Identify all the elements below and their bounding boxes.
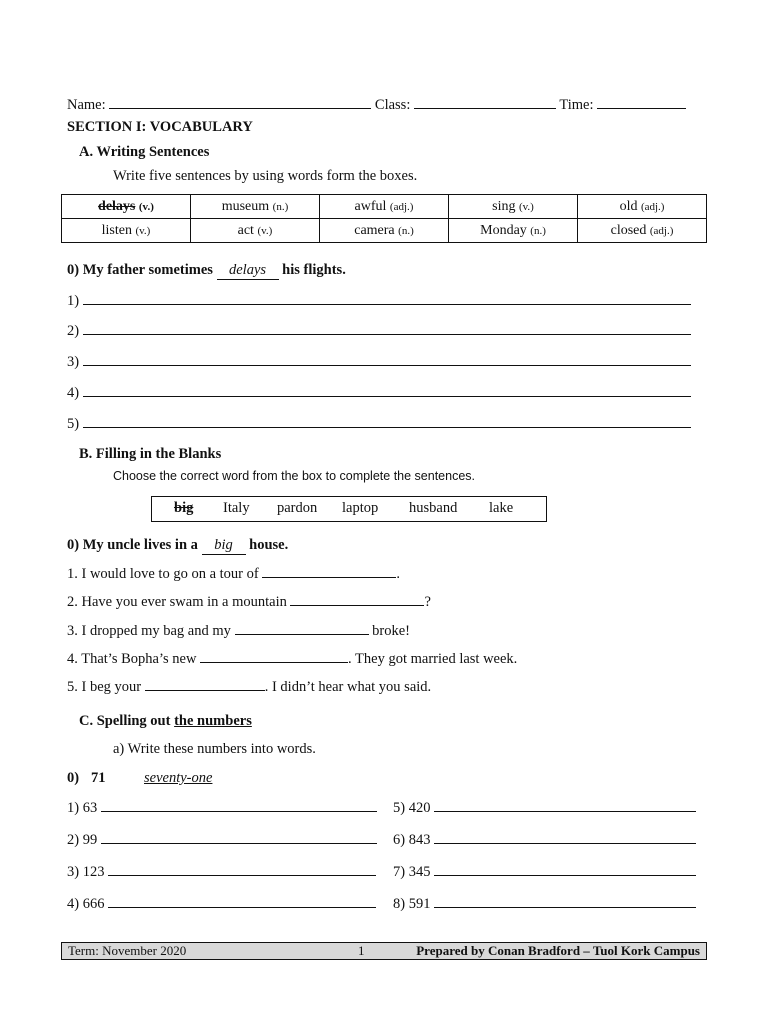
answer-line[interactable] (83, 290, 691, 305)
fill-sentence-5: 5. I beg your . I didn’t hear what you said. (67, 676, 431, 696)
word-cell: museum (n.) (190, 195, 319, 219)
example-answer: delays (217, 261, 279, 280)
blank[interactable] (145, 676, 265, 691)
part-b-instruction: Choose the correct word from the box to complete the sentences. (113, 469, 475, 483)
blank[interactable] (200, 648, 348, 663)
name-label: Name: (67, 97, 106, 113)
sentence-line-4: 4) (67, 382, 691, 402)
answer-line[interactable] (83, 320, 691, 335)
word-cell: act (v.) (190, 219, 319, 243)
header-line (67, 94, 686, 114)
fill-sentence-1: 1. I would love to go on a tour of . (67, 563, 400, 583)
part-a-example: 0) My father sometimes delays his flights. (67, 262, 346, 278)
blank[interactable] (290, 591, 424, 606)
word-cell: camera (n.) (320, 219, 449, 243)
blank[interactable] (262, 563, 396, 578)
answer-line[interactable] (434, 893, 696, 908)
page-number: 1 (358, 943, 365, 958)
sentence-line-2: 2) (67, 320, 691, 340)
word-cell: Monday (n.) (448, 219, 577, 243)
number-item: 1) 63 (67, 797, 377, 817)
fill-sentence-4: 4. That’s Bopha’s new . They got married last week. (67, 648, 517, 668)
word-box-item: pardon (277, 500, 318, 516)
number-item: 6) 843 (393, 829, 696, 849)
name-field[interactable] (109, 94, 371, 109)
number-item: 2) 99 (67, 829, 377, 849)
word-cell: closed (adj.) (578, 219, 707, 243)
part-a-title: A. Writing Sentences (79, 144, 210, 160)
number-item: 5) 420 (393, 797, 696, 817)
number-item: 7) 345 (393, 861, 696, 881)
word-table (61, 194, 707, 243)
word-box-item: big (174, 500, 194, 516)
time-field[interactable] (597, 94, 686, 109)
word-box-item: Italy (223, 500, 250, 516)
example-answer: big (202, 536, 246, 555)
sentence-line-5: 5) (67, 413, 691, 433)
part-c-instruction: a) Write these numbers into words. (113, 741, 316, 757)
part-c-title: C. Spelling out the numbers (79, 713, 252, 729)
footer (61, 942, 707, 960)
word-cell: awful (adj.) (320, 195, 449, 219)
footer-term: Term: November 2020 (68, 943, 187, 958)
word-cell: listen (v.) (62, 219, 191, 243)
part-b-title: B. Filling in the Blanks (79, 446, 222, 462)
footer-prepared: Prepared by Conan Bradford – Tuol Kork Campus (416, 943, 700, 958)
part-a-instruction: Write five sentences by using words form the boxes. (113, 168, 418, 184)
word-box-item: husband (409, 500, 458, 516)
fill-sentence-3: 3. I dropped my bag and my broke! (67, 620, 410, 640)
answer-line[interactable] (434, 861, 696, 876)
part-c-example-answer: seventy-one (144, 770, 213, 786)
section-title: SECTION I: VOCABULARY (67, 119, 253, 135)
word-cell: delays (v.) (62, 195, 191, 219)
answer-line[interactable] (108, 893, 376, 908)
word-cell: old (adj.) (578, 195, 707, 219)
answer-line[interactable] (83, 382, 691, 397)
sentence-line-1: 1) (67, 290, 691, 310)
answer-line[interactable] (434, 829, 696, 844)
class-label: Class: (374, 97, 411, 113)
part-c-example-label: 0) (67, 770, 80, 786)
answer-line[interactable] (108, 861, 376, 876)
number-item: 8) 591 (393, 893, 696, 913)
time-label: Time: (559, 97, 594, 113)
answer-line[interactable] (101, 797, 377, 812)
word-table-row (62, 195, 707, 219)
part-b-example: 0) My uncle lives in a big house. (67, 537, 289, 553)
word-cell: sing (v.) (448, 195, 577, 219)
class-field[interactable] (414, 94, 556, 109)
answer-line[interactable] (101, 829, 377, 844)
answer-line[interactable] (83, 351, 691, 366)
answer-line[interactable] (434, 797, 696, 812)
number-item: 4) 666 (67, 893, 376, 913)
blank[interactable] (235, 620, 369, 635)
word-table-row (62, 219, 707, 243)
word-box-item: lake (489, 500, 514, 516)
part-c-example-number: 71 (91, 770, 106, 786)
word-box (151, 496, 547, 522)
sentence-line-3: 3) (67, 351, 691, 371)
fill-sentence-2: 2. Have you ever swam in a mountain ? (67, 591, 431, 611)
number-item: 3) 123 (67, 861, 376, 881)
answer-line[interactable] (83, 413, 691, 428)
word-box-item: laptop (342, 500, 379, 516)
